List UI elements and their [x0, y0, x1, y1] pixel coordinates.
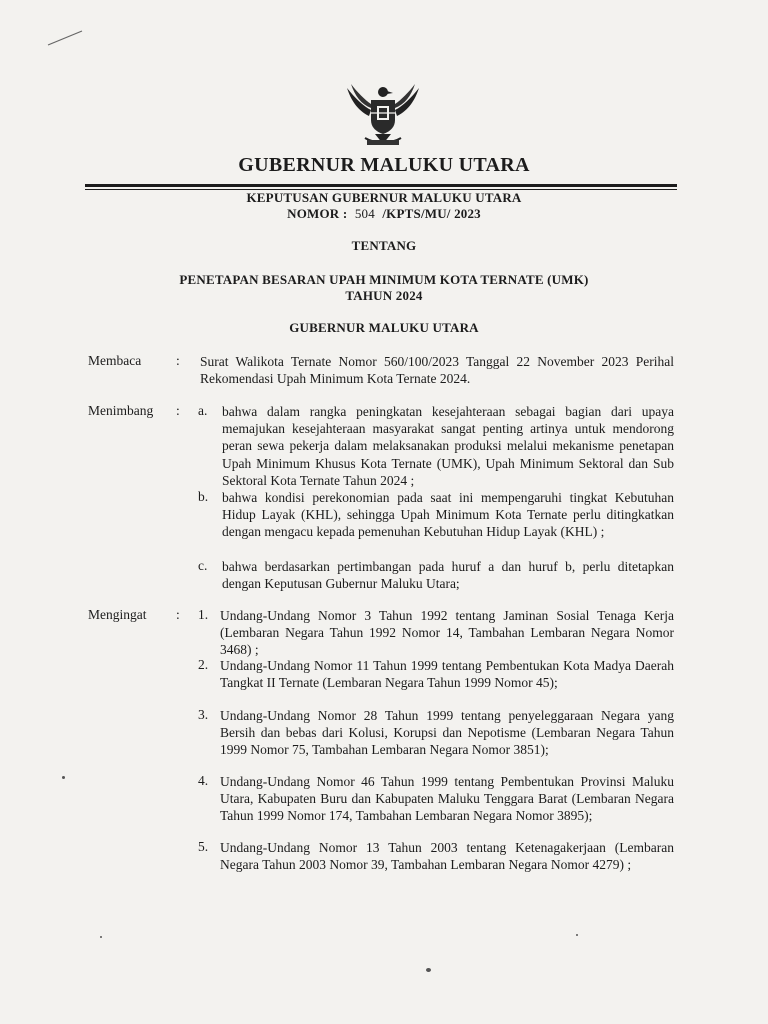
- item-marker: 3.: [198, 707, 209, 722]
- decree-number: [0, 206, 768, 222]
- membaca-text: Surat Walikota Ternate Nomor 560/100/2023 Tanggal 22 November 2023 Perihal Rekomendasi Upah Minimum Kota Ternate 2024.: [200, 354, 674, 387]
- item-text: Undang-Undang Nomor 46 Tahun 1999 tentang Pembentukan Provinsi Maluku Utara, Kabupaten Buru dan Kabupaten Maluku Tenggara Barat (Lembaran Negara Tahun 1999 Nomor 174, Tambahan Lembaran Negara Nomor 3895);: [220, 774, 674, 824]
- item-text: Undang-Undang Nomor 28 Tahun 1999 tentang penyeleggaraan Negara yang Bersih dan bebas dari Kolusi, Korupsi dan Nepotisme (Lembaran Negara Tahun 1999 Nomor 75, Tambahan Lembaran Negara Nomor 3851);: [220, 708, 674, 758]
- scan-speck: [576, 934, 578, 936]
- item-text: Undang-Undang Nomor 13 Tahun 2003 tentang Ketenagakerjaan (Lembaran Negara Tahun 2003 Nomor 39, Tambahan Lembaran Negara Nomor 4279) ;: [220, 840, 674, 873]
- nomor-value: 504: [354, 206, 375, 221]
- nomor-suffix: /KPTS/MU/ 2023: [382, 206, 481, 221]
- garuda-emblem-icon: [341, 80, 425, 150]
- item-text: bahwa dalam rangka peningkatan kesejahteraan sebagai bagian dari upaya memajukan kesejahteraan masyarakat sangat penting artinya untuk mendorong peran sewa pekerja dalam melaksanakan produksi melalui mekanisme penetapan Upah Minimum Khusus Kota Ternate (UMK), Upah Minimum Sektoral dan Sub Sektoral Kota Ternate Tahun 2024 ;: [222, 404, 674, 488]
- item-text: bahwa berdasarkan pertimbangan pada huruf a dan huruf b, perlu ditetapkan dengan Keputusan Gubernur Maluku Utara;: [222, 559, 674, 592]
- subject-line-2: TAHUN 2024: [345, 288, 423, 303]
- item-text: Undang-Undang Nomor 11 Tahun 1999 tentang Pembentukan Kota Madya Daerah Tangkat II Ternate (Lembaran Negara Tahun 1999 Nomor 45);: [220, 658, 674, 691]
- membaca-colon: :: [176, 353, 180, 368]
- item-marker: 5.: [198, 839, 209, 854]
- pen-stroke-mark: [46, 28, 86, 48]
- mengingat-colon: :: [176, 607, 180, 622]
- mengingat-label: Mengingat: [88, 607, 147, 622]
- item-marker: c.: [198, 558, 208, 573]
- item-marker: b.: [198, 489, 209, 504]
- tentang-heading: TENTANG: [351, 238, 417, 253]
- subject-line-1: PENETAPAN BESARAN UPAH MINIMUM KOTA TERNATE (UMK): [179, 272, 589, 287]
- item-marker: a.: [198, 403, 208, 418]
- nomor-label: NOMOR :: [287, 206, 348, 221]
- decree-title: KEPUTUSAN GUBERNUR MALUKU UTARA: [246, 190, 522, 205]
- governor-title: GUBERNUR MALUKU UTARA: [238, 154, 530, 176]
- item-marker: 1.: [198, 607, 209, 622]
- scan-speck: [426, 968, 431, 972]
- item-marker: 2.: [198, 657, 209, 672]
- scan-speck: [100, 936, 102, 938]
- scan-speck: [62, 776, 65, 779]
- membaca-label: Membaca: [88, 353, 142, 368]
- item-text: Undang-Undang Nomor 3 Tahun 1992 tentang Jaminan Sosial Tenaga Kerja (Lembaran Negara Tahun 1992 Nomor 14, Tambahan Lembaran Negara Nomor 3468) ;: [220, 608, 674, 658]
- item-text: bahwa kondisi perekonomian pada saat ini mempengaruhi tingkat Kebutuhan Hidup Layak (KHL), sehingga Upah Minimum Kota Ternate perlu ditingkatkan dengan mengacu kepada pemenuhan Kebutuhan Hidup Layak (KHL) ;: [222, 490, 674, 540]
- menimbang-label: Menimbang: [88, 403, 154, 418]
- item-marker: 4.: [198, 773, 209, 788]
- header-rule-thick: [85, 184, 677, 187]
- issuer-heading: GUBERNUR MALUKU UTARA: [289, 320, 479, 335]
- menimbang-colon: :: [176, 403, 180, 418]
